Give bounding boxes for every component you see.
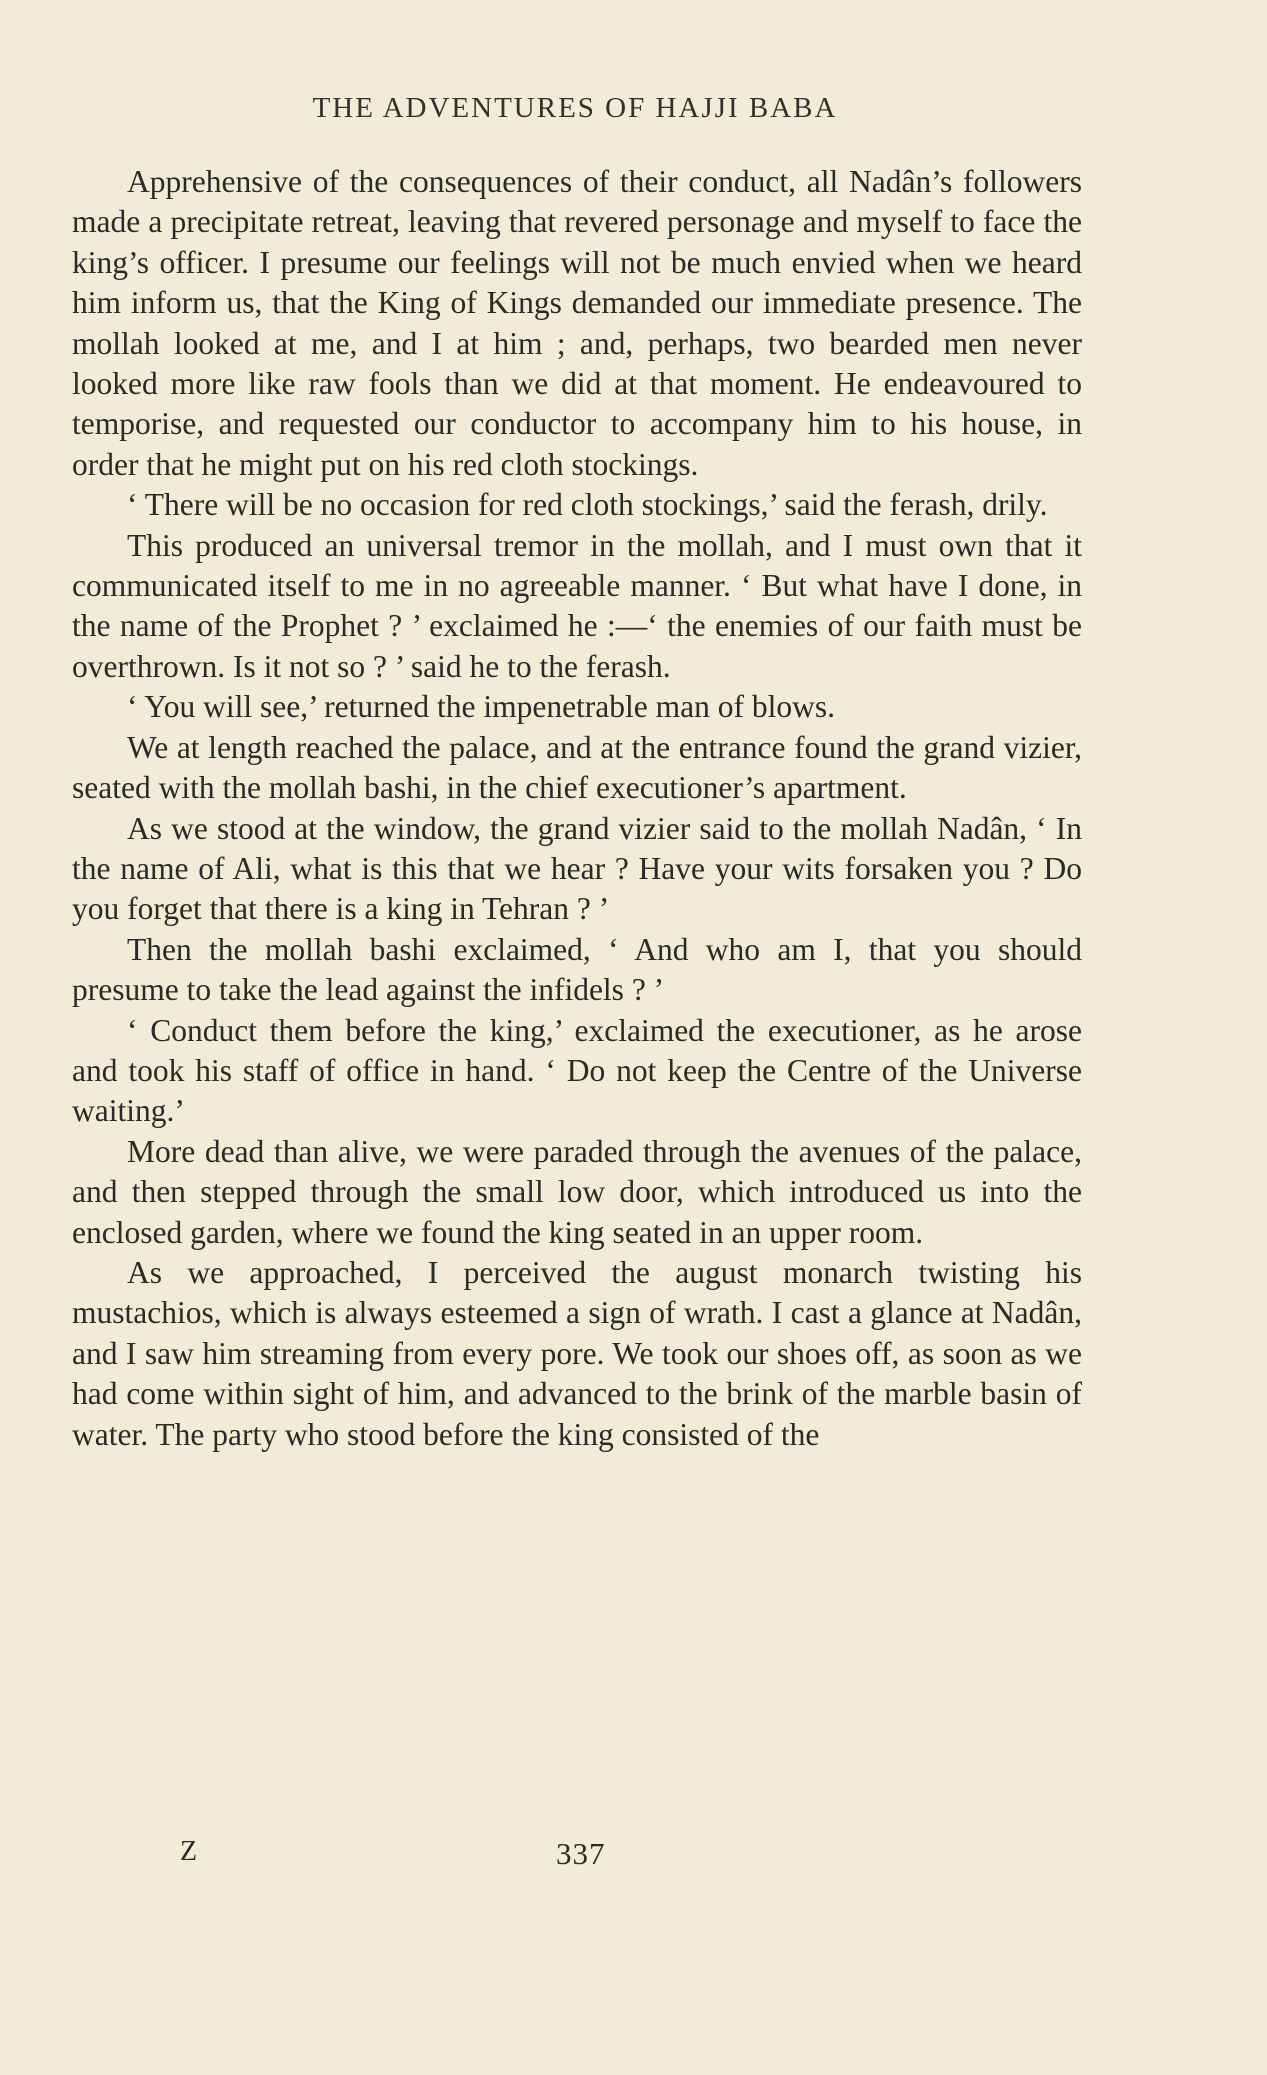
- paragraph: As we stood at the window, the grand vizier said to the mollah Nadân, ‘ In the name of Ali, what is this that we hear ? Have your wits forsaken you ? Do you forget that there is a king in Tehran ? ’: [72, 810, 1082, 927]
- paragraph: This produced an universal tremor in the mollah, and I must own that it communicated itself to me in no agreeable manner. ‘ But what have I done, in the name of the Prophet ? ’ exclaimed he :—‘ the enemies of our faith must be overthrown. Is it not so ? ’ said he to the ferash.: [72, 527, 1082, 684]
- paragraph: More dead than alive, we were paraded through the avenues of the palace, and then stepped through the small low door, which introduced us into the enclosed garden, where we found the king seated in an upper room.: [72, 1133, 1082, 1250]
- paragraph: ‘ Conduct them before the king,’ exclaimed the executioner, as he arose and took his staff of office in hand. ‘ Do not keep the Centre of the Universe waiting.’: [72, 1012, 1082, 1129]
- signature-mark: Z: [180, 1836, 198, 1867]
- paragraph: We at length reached the palace, and at the entrance found the grand vizier, seated with the mollah bashi, in the chief executioner’s apartment.: [72, 729, 1082, 806]
- body-text: [72, 162, 1082, 1455]
- paragraph: Apprehensive of the consequences of their conduct, all Nadân’s followers made a precipitate retreat, leaving that revered personage and myself to face the king’s officer. I presume our feelings will not be much envied when we heard him inform us, that the King of Kings demanded our immediate presence. The mollah looked at me, and I at him ; and, perhaps, two bearded men never looked more like raw fools than we did at that moment. He endeavoured to temporise, and requested our conductor to accompany him to his house, in order that he might put on his red cloth stockings.: [72, 164, 1082, 482]
- paragraph: Then the mollah bashi exclaimed, ‘ And who am I, that you should presume to take the lead against the infidels ? ’: [72, 931, 1082, 1008]
- page-number: 337: [556, 1836, 606, 1871]
- paragraph: ‘ You will see,’ returned the impenetrable man of blows.: [127, 689, 835, 725]
- paragraph: ‘ There will be no occasion for red cloth stockings,’ said the ferash, drily.: [127, 487, 1048, 523]
- paragraph: As we approached, I perceived the august monarch twisting his mustachios, which is always esteemed a sign of wrath. I cast a glance at Nadân, and I saw him streaming from every pore. We took our shoes off, as soon as we had come within sight of him, and advanced to the brink of the marble basin of water. The party who stood before the king consisted of the: [72, 1254, 1082, 1452]
- running-title: THE ADVENTURES OF HAJJI BABA: [312, 92, 838, 124]
